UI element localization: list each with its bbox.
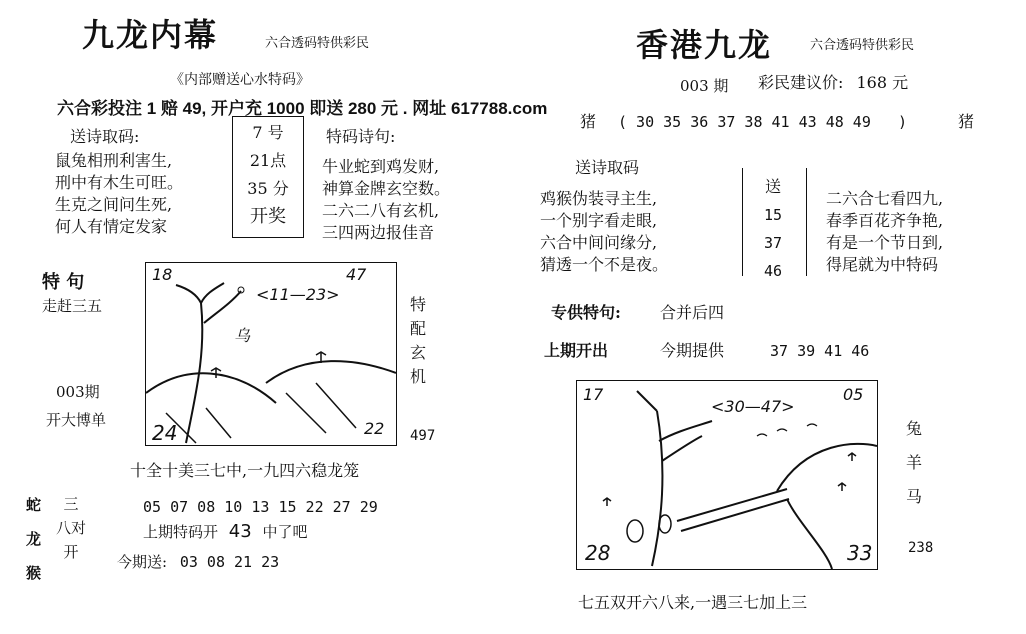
right-special-label: 专供特句: <box>551 303 621 322</box>
send-number: 15 <box>763 206 783 224</box>
left-title: 九龙内幕 <box>82 16 219 54</box>
zodiac-char: 龙 <box>26 530 42 548</box>
divider-right <box>806 168 807 276</box>
ad-banner: 六合彩投注 1 赔 49, 开户充 1000 即送 280 元 . 网址 617788.com <box>57 99 548 118</box>
left-poem-header: 送诗取码: <box>70 127 140 146</box>
last-period-line <box>143 522 308 542</box>
right-side-vertical <box>906 412 922 514</box>
provide-numbers: 37 39 41 46 <box>770 342 870 360</box>
poem-line: 鼠兔相刑利害生, <box>55 151 173 170</box>
pic-number-bottom-right: 33 <box>847 541 873 565</box>
zodiac-numbers-vertical <box>56 492 86 564</box>
pic-number-top-right: 05 <box>843 385 864 404</box>
poem-line: 鸡猴伪装寻主生, <box>540 189 658 208</box>
right-special-value: 合并后四 <box>660 303 725 322</box>
vertical-char: 玄 <box>410 343 427 362</box>
poem-line: 牛业蛇到鸡发财, <box>322 157 440 176</box>
vertical-char: 马 <box>906 487 923 506</box>
draw-time-box <box>232 116 304 238</box>
zodiac-number: 八对 <box>56 519 87 537</box>
right-poem <box>540 188 668 276</box>
right-poem-2 <box>826 188 943 276</box>
right-poem-header: 送诗取码 <box>575 158 640 177</box>
poem-line: 猜透一个不是夜。 <box>540 255 669 274</box>
zodiac-char: 蛇 <box>26 496 42 514</box>
left-issue-note: 开大博单 <box>46 411 107 429</box>
left-side-vertical <box>410 293 426 389</box>
draw-time-line: 21点 <box>249 151 287 170</box>
draw-time-line: 35 分 <box>247 179 289 198</box>
poem-line: 六合中间问缘分, <box>540 233 658 252</box>
pic-number-top-left: 17 <box>583 385 604 404</box>
draw-time-line: 开奖 <box>250 206 286 227</box>
special-phrase: 走赶三五 <box>42 297 103 315</box>
vertical-char: 特 <box>410 295 427 314</box>
right-title: 香港九龙 <box>636 26 773 64</box>
send-number: 46 <box>763 262 783 280</box>
poem-line: 春季百花齐争艳, <box>826 211 944 230</box>
left-poem <box>55 150 183 238</box>
special-phrase-label: 特 句 <box>42 272 85 293</box>
provide-label: 今期提供 <box>660 341 725 360</box>
price-label: 彩民建议价: <box>758 73 844 92</box>
left-tagline: 《内部赠送心水特码》 <box>170 72 310 88</box>
pic-number-bottom-right: 22 <box>364 419 385 438</box>
special-poem-header: 特码诗句: <box>326 127 396 146</box>
zodiac-number: 三 <box>63 495 79 513</box>
special-poem <box>322 156 450 244</box>
left-phrase-line: 十全十美三七中,一九四六稳龙笼 <box>130 461 360 480</box>
left-issue: 003期 <box>56 383 100 401</box>
poem-line: 生克之间问生死, <box>55 195 173 214</box>
pig-numbers: ( 30 35 36 37 38 41 43 48 49 ) <box>618 113 907 131</box>
pic-number-range: <11—23> <box>256 285 340 304</box>
poem-line: 得尾就为中特码 <box>826 255 939 274</box>
poem-line: 有是一个节日到, <box>826 233 944 252</box>
pic-number-bottom-left: 28 <box>585 541 611 565</box>
pic-number-range: <30—47> <box>711 397 795 416</box>
poem-line: 何人有情定发家 <box>55 217 168 236</box>
poem-line: 二六合七看四九, <box>826 189 944 208</box>
send-number: 37 <box>763 234 783 252</box>
this-period-numbers: 03 08 21 23 <box>179 553 280 571</box>
right-bottom-line: 七五双开六八来,一遇三七加上三 <box>578 593 808 612</box>
send-label: 送 <box>764 177 781 196</box>
vertical-char: 配 <box>410 319 427 338</box>
this-period-line <box>117 552 279 572</box>
last-period-suffix: 中了吧 <box>262 523 308 541</box>
this-period-label: 今期送: <box>117 553 168 571</box>
pig-label-right: 猪 <box>958 112 975 131</box>
pic-number-bottom-left: 24 <box>152 421 178 445</box>
last-period-prefix: 上期特码开 <box>143 523 219 541</box>
pic-number-top-right: 47 <box>346 265 367 284</box>
last-period-number: 43 <box>228 521 252 542</box>
pig-label-left: 猪 <box>580 112 597 131</box>
price-value: 168 元 <box>856 73 909 92</box>
poem-line: 刑中有木生可旺。 <box>55 173 184 192</box>
draw-time-line: 7 号 <box>252 123 284 142</box>
poem-line: 一个别字看走眼, <box>540 211 658 230</box>
right-side-number: 238 <box>908 540 934 556</box>
left-side-number: 497 <box>410 428 436 444</box>
zodiac-number: 开 <box>63 543 79 561</box>
vertical-char: 羊 <box>906 453 923 472</box>
numbers-line: 05 07 08 10 13 15 22 27 29 <box>143 498 378 516</box>
vertical-char: 机 <box>410 367 427 386</box>
send-numbers <box>758 173 788 285</box>
zodiac-char: 猴 <box>26 564 42 582</box>
left-picture <box>145 262 397 446</box>
right-subtitle: 六合透码特供彩民 <box>810 38 915 53</box>
zodiac-vertical <box>26 488 41 590</box>
vertical-char: 兔 <box>906 419 923 438</box>
last-label: 上期开出 <box>544 341 609 360</box>
divider-left <box>742 168 743 276</box>
poem-line: 神算金牌玄空数。 <box>322 179 451 198</box>
right-issue: 003 期 <box>680 77 729 95</box>
poem-line: 二六二八有玄机, <box>322 201 440 220</box>
right-picture <box>576 380 878 570</box>
pic-character: 乌 <box>234 326 251 345</box>
poem-line: 三四两边报佳音 <box>322 223 435 242</box>
left-subtitle: 六合透码特供彩民 <box>265 36 370 51</box>
price-line <box>758 72 908 94</box>
pic-number-top-left: 18 <box>152 265 173 284</box>
